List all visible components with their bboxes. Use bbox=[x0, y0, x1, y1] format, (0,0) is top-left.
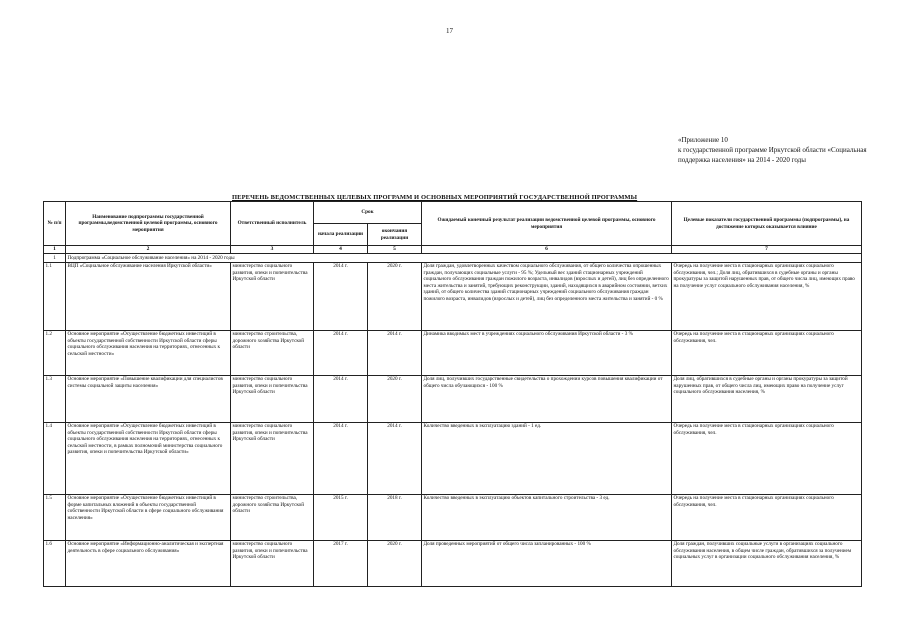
row-start: 2014 г. bbox=[314, 422, 368, 494]
row-start: 2014 г. bbox=[314, 375, 368, 422]
row-start: 2014 г. bbox=[314, 262, 368, 330]
row-end: 2014 г. bbox=[368, 330, 422, 375]
row-result: Динамика вводимых мест в учреждениях социального обслуживания Иркутской области - 3 % bbox=[422, 330, 672, 375]
row-executor: министерство социального развития, опеки и попечительства Иркутской области bbox=[231, 262, 314, 330]
table-row bbox=[44, 330, 862, 375]
row-num: 1.5 bbox=[44, 494, 66, 540]
header-term: Срок bbox=[314, 202, 422, 224]
header-start: начала реализации bbox=[314, 224, 368, 246]
col-number: 6 bbox=[422, 246, 672, 254]
row-result: Количество введенных в эксплуатацию объектов капитального строительства - 3 ед. bbox=[422, 494, 672, 540]
row-indicators: Доля граждан, получивших социальные услуги в организациях социального обслуживания населения, в общем числе граждан, обратившихся за получением социальных услуг в организации социального обслуживания населения, % bbox=[672, 540, 862, 586]
header-executor: Ответственный исполнитель bbox=[231, 202, 314, 246]
appendix-line2: к государственной программе Иркутской области «Социальная поддержка населения» на 2014 - 2020 годы bbox=[678, 146, 867, 164]
row-executor: министерство строительства, дорожного хозяйства Иркутской области bbox=[231, 330, 314, 375]
section-num: 1 bbox=[44, 254, 66, 263]
header-end: окончания реализации bbox=[368, 224, 422, 246]
table-row bbox=[44, 262, 862, 330]
row-start: 2014 г. bbox=[314, 330, 368, 375]
table-row bbox=[44, 540, 862, 586]
header-num: № п/п bbox=[44, 202, 66, 246]
appendix-line1: «Приложение 10 bbox=[678, 136, 728, 144]
row-num: 1.2 bbox=[44, 330, 66, 375]
row-name: Основное мероприятие «Осуществление бюджетных инвестиций в форме капитальных вложений в объекты государственной собственности Иркутской области в сфере социального обслуживания населения» bbox=[66, 494, 231, 540]
col-number: 3 bbox=[231, 246, 314, 254]
col-number: 4 bbox=[314, 246, 368, 254]
row-num: 1.6 bbox=[44, 540, 66, 586]
page-number: 17 bbox=[446, 27, 453, 35]
row-result: Доля лиц, получивших государственные свидетельства о прохождении курсов повышения квалификации от общего числа обучающихся - 100 % bbox=[422, 375, 672, 422]
row-num: 1.3 bbox=[44, 375, 66, 422]
row-executor: министерство социального развития, опеки и попечительства Иркутской области bbox=[231, 540, 314, 586]
row-name: ВЦП «Социальное обслуживание населения Иркутской области» bbox=[66, 262, 231, 330]
table-row bbox=[44, 494, 862, 540]
row-indicators: Очередь на получение места в стационарных организациях социального обслуживания, чел. bbox=[672, 494, 862, 540]
col-number: 1 bbox=[44, 246, 66, 254]
row-end: 2020 г. bbox=[368, 540, 422, 586]
header-name: Наименование подпрограммы государственной программы,ведомственной целевой программы, основного мероприятия bbox=[66, 202, 231, 246]
header-result: Ожидаемый конечный результат реализации ведомственной целевой программы, основного мероприятия bbox=[422, 202, 672, 246]
col-number: 2 bbox=[66, 246, 231, 254]
row-end: 2020 г. bbox=[368, 262, 422, 330]
col-number: 7 bbox=[672, 246, 862, 254]
table-row bbox=[44, 375, 862, 422]
row-name: Основное мероприятие «Повышение квалификации для специалистов системы социальной защиты населения» bbox=[66, 375, 231, 422]
row-result: Доля граждан, удовлетворенных качеством социального обслуживания, от общего количества опрошенных граждан, получающих социальные услуги - 95 %; Удельный вес зданий стационарных учреждений социального обслуживания граждан пожилого возраста, инвалидов (взрослых и детей), лиц без определенного места жительства и занятий, требующих реконструкции, зданий, находящихся в аварийном состоянии, ветхих зданий, от общего количества зданий стационарных учреждений социального обслуживания граждан пожилого возраста, инвалидов (взрослых и детей), лиц без определенного места жительства и занятий - 0 % bbox=[422, 262, 672, 330]
row-num: 1.4 bbox=[44, 422, 66, 494]
row-executor: министерство социального развития, опеки и попечительства Иркутской области bbox=[231, 422, 314, 494]
row-name: Основное мероприятие «Информационно-аналитическая и экспертная деятельность в сфере социального обслуживания» bbox=[66, 540, 231, 586]
section-title: Подпрограмма «Социальное обслуживание населения» на 2014 - 2020 годы bbox=[66, 254, 862, 263]
row-end: 2020 г. bbox=[368, 375, 422, 422]
col-number: 5 bbox=[368, 246, 422, 254]
row-indicators: Доля лиц, обратившихся в судебные органы и органы прокуратуры за защитой нарушенных прав, от общего числа лиц, имеющих право на получение услуг социального обслуживания населения, % bbox=[672, 375, 862, 422]
row-executor: министерство строительства, дорожного хозяйства Иркутской области bbox=[231, 494, 314, 540]
header-indicators: Целевые показатели государственной программы (подпрограммы), на достижение которых оказывается влияние bbox=[672, 202, 862, 246]
row-indicators: Очередь на получение места в стационарных организациях социального обслуживания, чел. bbox=[672, 422, 862, 494]
row-name: Основное мероприятие «Осуществление бюджетных инвестиций в объекты государственной собственности Иркутской области сферы социального обслуживания населения на территориях, отнесенных к сельской местности» bbox=[66, 330, 231, 375]
row-indicators: Очередь на получение места в стационарных организациях социального обслуживания, чел.; Доля лиц, обратившихся в судебные органы и органы прокуратуры за защитой нарушенных прав, от общего числа лиц, имеющих право на получение услуг социального обслуживания населения, % bbox=[672, 262, 862, 330]
row-end: 2018 г. bbox=[368, 494, 422, 540]
row-start: 2015 г. bbox=[314, 494, 368, 540]
row-end: 2014 г. bbox=[368, 422, 422, 494]
section-row bbox=[44, 254, 862, 263]
row-result: Количество введенных в эксплуатацию зданий - 1 ед. bbox=[422, 422, 672, 494]
row-executor: министерство социального развития, опеки и попечительства Иркутской области bbox=[231, 375, 314, 422]
table-row bbox=[44, 422, 862, 494]
row-name: Основное мероприятие «Осуществление бюджетных инвестиций в объекты государственной собственности Иркутской области сферы социального обслуживания населения на территориях, отнесенных к сельской местности, в рамках полномочий министерства социального развития, опеки и попечительства Иркутской области» bbox=[66, 422, 231, 494]
row-indicators: Очередь на получение места в стационарных организациях социального обслуживания, чел. bbox=[672, 330, 862, 375]
row-result: Доля проведенных мероприятий от общего числа запланированных - 100 % bbox=[422, 540, 672, 586]
programs-table bbox=[43, 201, 862, 587]
appendix-block bbox=[678, 135, 868, 165]
row-start: 2017 г. bbox=[314, 540, 368, 586]
document-title: ПЕРЕЧЕНЬ ВЕДОМСТВЕННЫХ ЦЕЛЕВЫХ ПРОГРАММ И ОСНОВНЫХ МЕРОПРИЯТИЙ ГОСУДАРСТВЕННОЙ ПРОГРАММЫ bbox=[232, 194, 638, 201]
row-num: 1.1 bbox=[44, 262, 66, 330]
